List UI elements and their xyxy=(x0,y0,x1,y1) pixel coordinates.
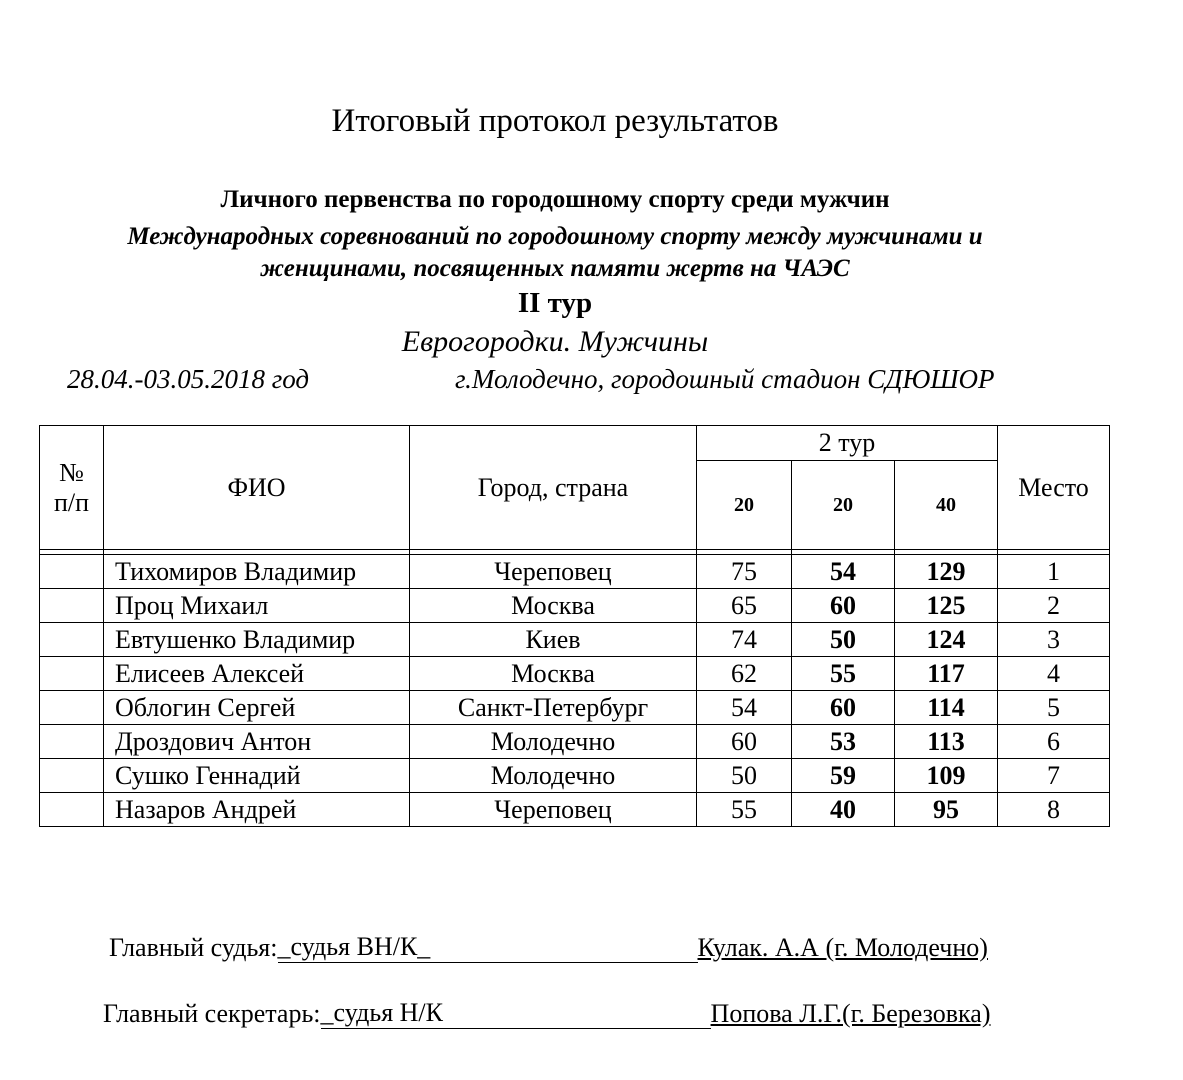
cell-number xyxy=(40,725,104,759)
cell-score-1: 60 xyxy=(697,725,792,759)
table-row xyxy=(40,691,1110,725)
cell-score-2: 40 xyxy=(792,793,895,827)
event-dates: 28.04.-03.05.2018 год xyxy=(67,364,310,394)
cell-total: 124 xyxy=(895,623,998,657)
event-place: г.Молодечно, городошный стадион СДЮШОР xyxy=(455,364,995,394)
header-place: Место xyxy=(998,426,1110,550)
cell-score-2: 59 xyxy=(792,759,895,793)
cell-city: Череповец xyxy=(410,555,697,589)
chief-secretary-line xyxy=(103,998,991,1029)
cell-score-1: 62 xyxy=(697,657,792,691)
subtitle-line-2: Международных соревнований по городошному спорту между мужчинами и xyxy=(127,223,983,250)
cell-number xyxy=(40,589,104,623)
cell-number xyxy=(40,759,104,793)
header-points-2: 20 xyxy=(792,461,895,550)
cell-score-1: 54 xyxy=(697,691,792,725)
header-number-line2: п/п xyxy=(53,487,90,517)
cell-number xyxy=(40,623,104,657)
table-row xyxy=(40,759,1110,793)
cell-number xyxy=(40,793,104,827)
cell-score-2: 60 xyxy=(792,691,895,725)
results-table xyxy=(39,425,1110,827)
chief-judge-label: Главный судья: xyxy=(109,933,278,962)
cell-number xyxy=(40,691,104,725)
header-points-1: 20 xyxy=(697,461,792,550)
cell-place: 8 xyxy=(998,793,1110,827)
table-row xyxy=(40,725,1110,759)
cell-name: Назаров Андрей xyxy=(104,793,410,827)
chief-secretary-role: _судья Н/К xyxy=(321,998,711,1029)
cell-city: Санкт-Петербург xyxy=(410,691,697,725)
cell-name: Облогин Сергей xyxy=(104,691,410,725)
cell-score-1: 74 xyxy=(697,623,792,657)
cell-number xyxy=(40,657,104,691)
table-row xyxy=(40,589,1110,623)
cell-number xyxy=(40,555,104,589)
cell-score-1: 75 xyxy=(697,555,792,589)
cell-total: 114 xyxy=(895,691,998,725)
cell-city: Молодечно xyxy=(410,759,697,793)
chief-judge-role: _судья ВН/К_ xyxy=(278,932,698,963)
table-row xyxy=(40,793,1110,827)
cell-city: Череповец xyxy=(410,793,697,827)
subtitle-line-3: женщинами, посвященных памяти жертв на ЧАЭС xyxy=(260,255,850,282)
cell-total: 129 xyxy=(895,555,998,589)
cell-place: 3 xyxy=(998,623,1110,657)
cell-total: 117 xyxy=(895,657,998,691)
header-points-3: 40 xyxy=(895,461,998,550)
cell-score-2: 60 xyxy=(792,589,895,623)
round-heading: II тур xyxy=(517,287,593,319)
cell-score-1: 55 xyxy=(697,793,792,827)
header-tour: 2 тур xyxy=(697,426,998,461)
chief-judge-name: Кулак. А.А (г. Молодечно) xyxy=(697,933,988,962)
cell-place: 1 xyxy=(998,555,1110,589)
cell-name: Елисеев Алексей xyxy=(104,657,410,691)
chief-secretary-label: Главный секретарь: xyxy=(103,999,321,1028)
category-heading: Еврогородки. Мужчины xyxy=(401,325,709,358)
header-name: ФИО xyxy=(104,426,410,550)
cell-name: Проц Михаил xyxy=(104,589,410,623)
document-title: Итоговый протокол результатов xyxy=(331,103,779,139)
cell-place: 5 xyxy=(998,691,1110,725)
cell-score-2: 53 xyxy=(792,725,895,759)
cell-score-2: 55 xyxy=(792,657,895,691)
cell-place: 7 xyxy=(998,759,1110,793)
table-row xyxy=(40,623,1110,657)
table-row xyxy=(40,555,1110,589)
cell-score-2: 50 xyxy=(792,623,895,657)
cell-score-1: 50 xyxy=(697,759,792,793)
cell-city: Молодечно xyxy=(410,725,697,759)
cell-total: 113 xyxy=(895,725,998,759)
cell-total: 125 xyxy=(895,589,998,623)
cell-place: 2 xyxy=(998,589,1110,623)
cell-city: Москва xyxy=(410,657,697,691)
cell-city: Москва xyxy=(410,589,697,623)
cell-place: 4 xyxy=(998,657,1110,691)
header-city: Город, страна xyxy=(410,426,697,550)
cell-name: Тихомиров Владимир xyxy=(104,555,410,589)
chief-secretary-name: Попова Л.Г.(г. Березовка) xyxy=(710,999,991,1028)
header-number xyxy=(40,426,104,550)
cell-name: Дроздович Антон xyxy=(104,725,410,759)
table-row xyxy=(40,657,1110,691)
cell-total: 109 xyxy=(895,759,998,793)
header-number-line1: № xyxy=(59,457,84,487)
cell-name: Сушко Геннадий xyxy=(104,759,410,793)
cell-name: Евтушенко Владимир xyxy=(104,623,410,657)
chief-judge-line xyxy=(109,932,988,963)
cell-city: Киев xyxy=(410,623,697,657)
cell-score-2: 54 xyxy=(792,555,895,589)
subtitle-line-1: Личного первенства по городошному спорту среди мужчин xyxy=(220,186,890,213)
cell-score-1: 65 xyxy=(697,589,792,623)
cell-total: 95 xyxy=(895,793,998,827)
cell-place: 6 xyxy=(998,725,1110,759)
